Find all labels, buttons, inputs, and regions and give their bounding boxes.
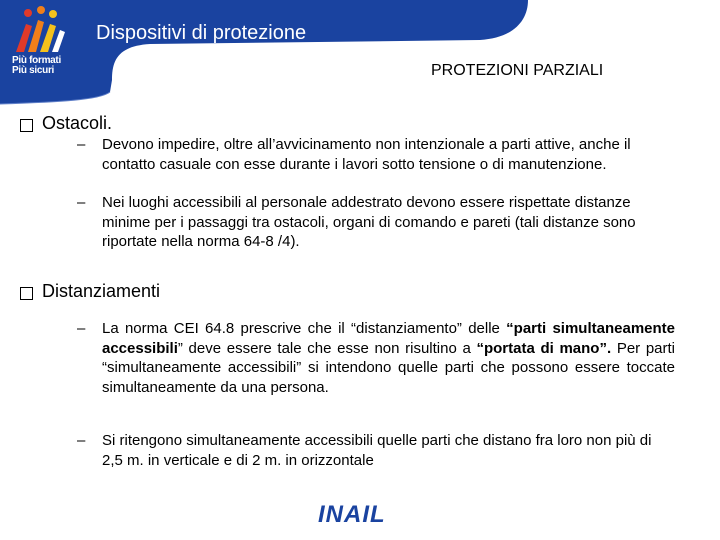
list-item-text: Devono impedire, oltre all’avvicinamento non intenzionale a parti attive, anche il contatto casuale con esse durante i lavori sotto tensione o di manutenzione.: [102, 136, 631, 173]
section-bullet-icon: [20, 287, 33, 300]
logo-caption-line-2: Più sicuri: [12, 65, 55, 76]
list-item-text: Nei luoghi accessibili al personale addestrato devono essere rispettate distanze minime per i passaggi tra ostacoli, organi di comando e pareti (tali distanze sono riportate nella norma 64-8 /4).: [102, 194, 636, 250]
list-item: [77, 319, 675, 397]
section-heading-ostacoli: Ostacoli.: [42, 113, 113, 133]
section-bullet-icon: [20, 119, 33, 132]
text-run: ” deve essere tale che esse non risultino a: [177, 339, 477, 357]
inail-logo: [318, 500, 412, 526]
list-item: [77, 135, 675, 174]
dash-bullet: –: [77, 432, 86, 449]
page-subtitle: PROTEZIONI PARZIALI: [431, 62, 604, 79]
list-item-text: Si ritengono simultaneamente accessibili quelle parti che distano fra loro non più di 2,5 m. in verticale e di 2 m. in orizzontale: [102, 432, 652, 469]
inail-logo-text: INAIL: [318, 501, 386, 526]
emphasis-text: “parti simultaneamente accessibili: [102, 320, 675, 357]
text-run: Per parti “simultaneamente accessibili” si intendono quelle parti che possono essere toccate simultaneamente da una persona.: [102, 339, 675, 396]
page-title: Dispositivi di protezione: [96, 22, 307, 44]
dash-bullet: –: [77, 320, 86, 337]
dash-bullet: –: [77, 136, 86, 153]
list-item-text: [102, 319, 675, 397]
list-item: [77, 193, 675, 252]
section-heading-distanziamenti: Distanziamenti: [42, 281, 161, 301]
header-banner: [0, 0, 720, 110]
logo-caption-line-1: Più formati: [12, 55, 61, 66]
emphasis-text: “portata di mano”.: [476, 339, 612, 357]
dash-bullet: –: [77, 194, 86, 211]
logo-caption: [12, 56, 61, 76]
text-run: La norma CEI 64.8 prescrive che il “distanziamento” delle: [102, 320, 507, 337]
list-item: [77, 431, 675, 470]
